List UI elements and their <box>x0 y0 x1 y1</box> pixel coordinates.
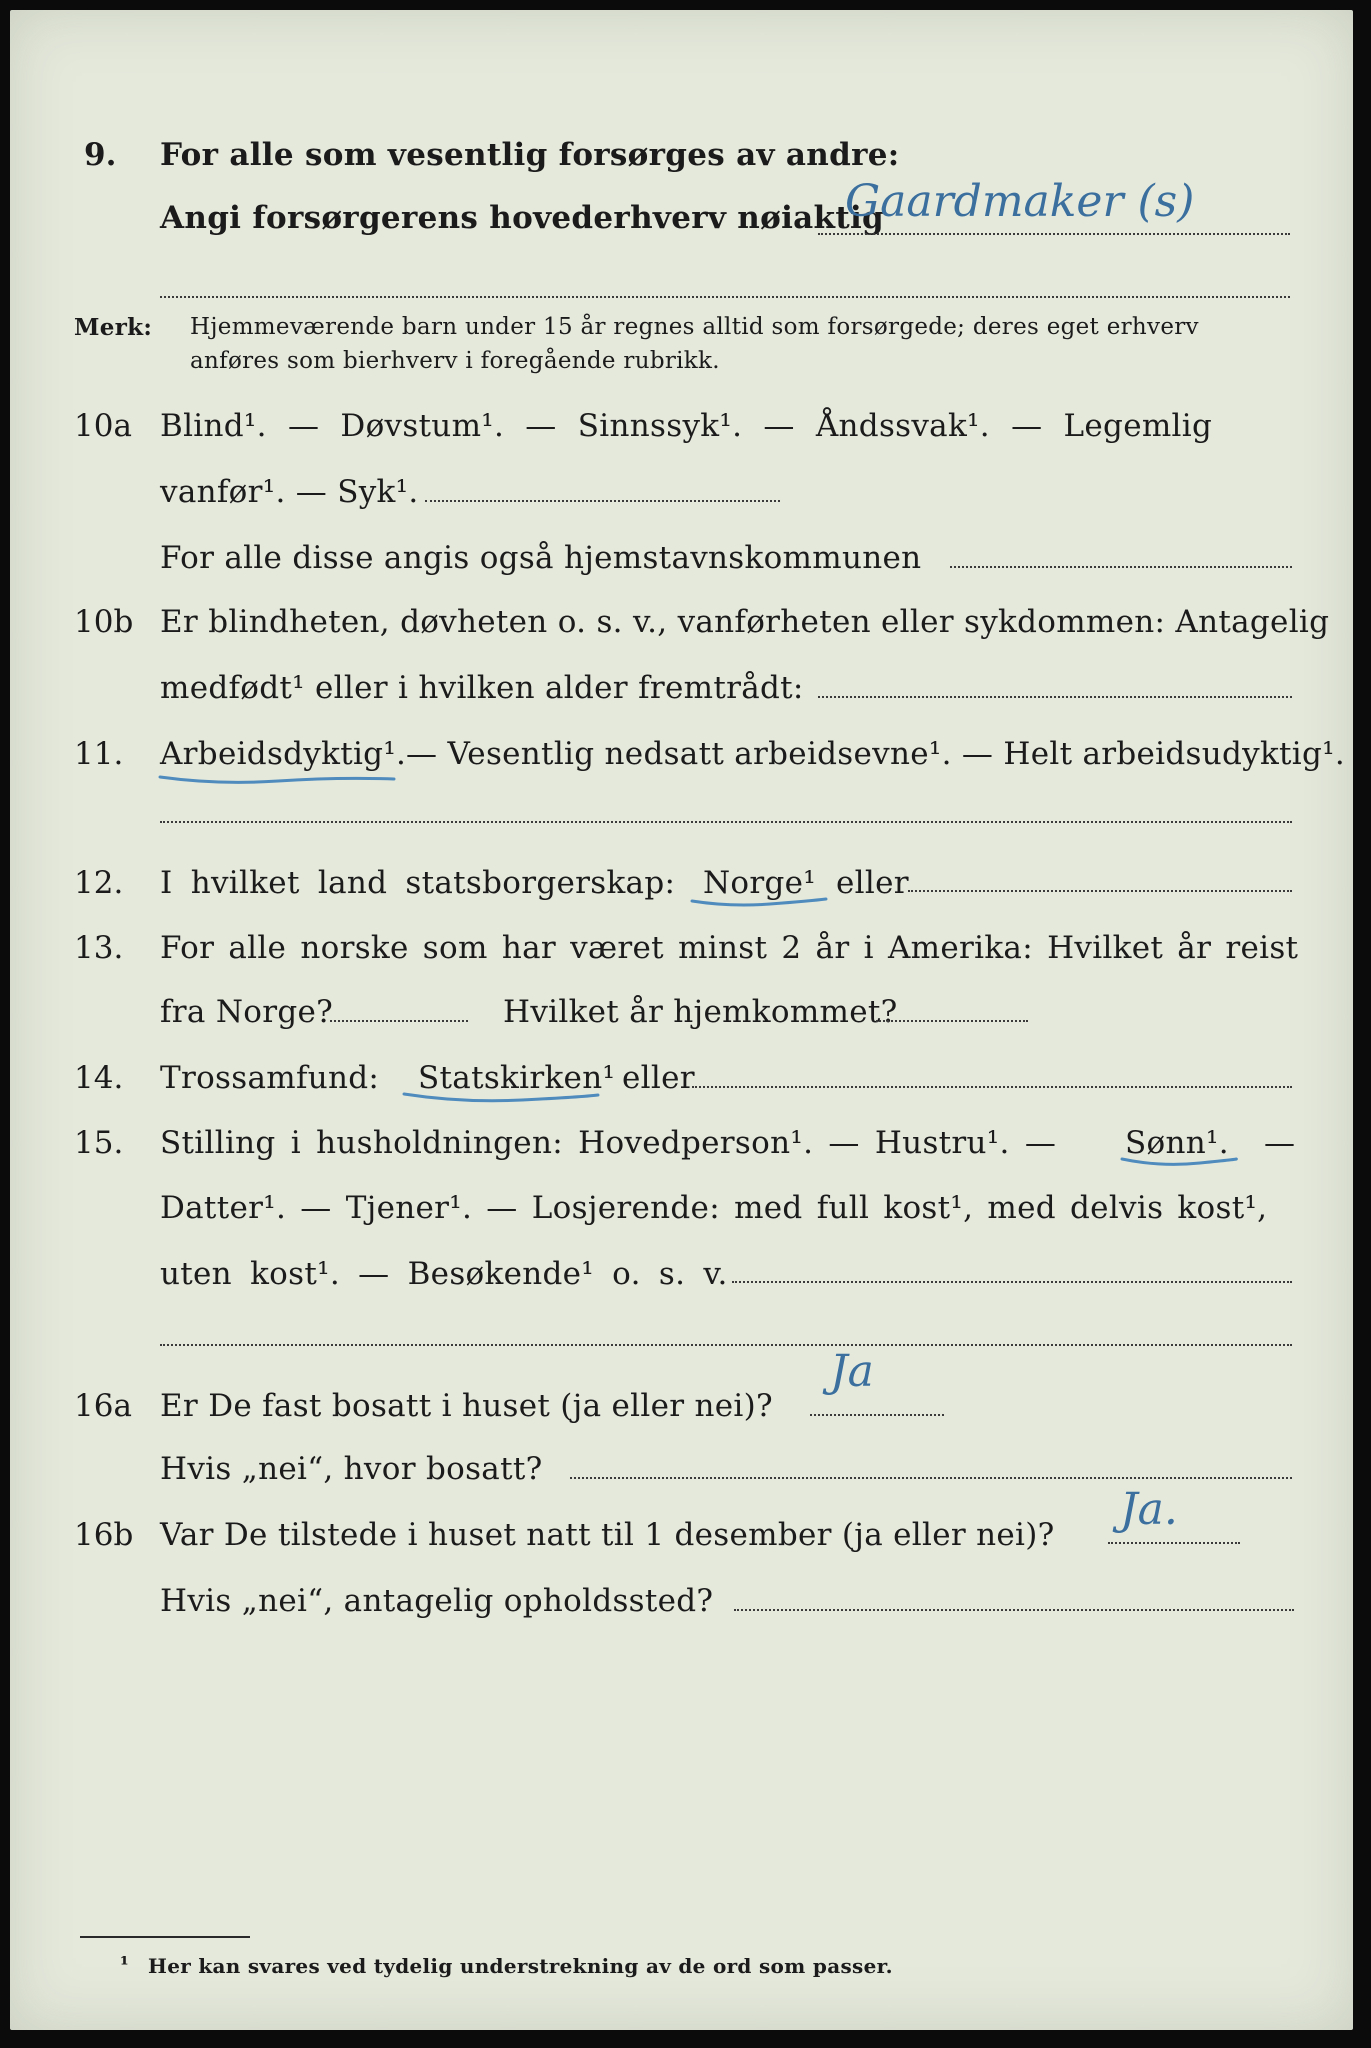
q16a-bosatt-line[interactable] <box>570 1477 1292 1479</box>
q15-line3: uten kost¹. — Besøkende¹ o. s. v. <box>160 1256 728 1292</box>
q10b-answer-line[interactable] <box>818 696 1292 698</box>
merk-label: Merk: <box>74 314 153 341</box>
footnote-mark: ¹ <box>120 1952 130 1976</box>
q10a-number: 10a <box>74 408 132 444</box>
q15-underline-mark <box>1120 1155 1240 1169</box>
footnote-rule <box>80 1936 250 1938</box>
q16b-handwritten-answer: Ja. <box>1120 1484 1178 1535</box>
q10b-number: 10b <box>74 604 134 640</box>
q9-line2: Angi forsørgerens hovederhverv nøiaktig <box>160 200 885 236</box>
q9-answer-line[interactable] <box>818 233 1290 235</box>
q10a-line1: Blind¹. — Døvstum¹. — Sinnssyk¹. — Åndssvak¹. — Legemlig <box>160 408 1213 444</box>
q16b-line1: Var De tilstede i huset natt til 1 desember (ja eller nei)? <box>160 1517 1055 1553</box>
q13-line2b: Hvilket år hjemkommet? <box>503 994 898 1030</box>
q15-extra-line[interactable] <box>160 1344 1292 1346</box>
q14-number: 14. <box>74 1060 124 1096</box>
q16b-opholdssted-line[interactable] <box>734 1609 1294 1611</box>
q15-number: 15. <box>74 1125 124 1161</box>
q14-option-statskirken[interactable]: Statskirken¹ <box>418 1060 616 1096</box>
q12-number: 12. <box>74 865 124 901</box>
q13-number: 13. <box>74 930 124 966</box>
q16a-answer-line[interactable] <box>810 1414 944 1416</box>
q10a-hjemstavn-line[interactable] <box>950 566 1292 568</box>
census-form-page <box>10 10 1353 2030</box>
q15-line2: Datter¹. — Tjener¹. — Losjerende: med full kost¹, med delvis kost¹, <box>160 1190 1268 1226</box>
q9-number: 9. <box>84 137 117 173</box>
q11-number: 11. <box>74 736 124 772</box>
q16a-number: 16a <box>74 1388 132 1424</box>
q9-line1: For alle som vesentlig forsørges av andre: <box>160 137 900 173</box>
q16a-handwritten-answer: Ja <box>830 1346 874 1397</box>
q16b-line2: Hvis „nei“, antagelig opholdssted? <box>160 1583 714 1619</box>
q12-answer-line[interactable] <box>908 890 1292 892</box>
q10b-line1: Er blindheten, døvheten o. s. v., vanførheten eller sykdommen: Antagelig <box>160 604 1330 640</box>
footnote-text: Her kan svares ved tydelig understrekning av de ord som passer. <box>148 1954 893 1978</box>
q14-pre: Trossamfund: <box>160 1060 380 1096</box>
q16b-number: 16b <box>74 1517 134 1553</box>
q15-line1a: Stilling i husholdningen: Hovedperson¹. — Hustru¹. — <box>160 1125 1057 1161</box>
q12-option-norge[interactable]: Norge¹ <box>703 865 817 901</box>
q10a-syk-line[interactable] <box>425 500 780 502</box>
q13-line2a: fra Norge? <box>160 994 334 1030</box>
q13-reist-line[interactable] <box>330 1020 468 1022</box>
q14-answer-line[interactable] <box>692 1086 1292 1088</box>
q11-extra-line[interactable] <box>160 821 1292 823</box>
q9-handwritten-answer: Gaardmaker (s) <box>845 176 1195 227</box>
q13-line1: For alle norske som har været minst 2 år i Amerika: Hvilket år reist <box>160 930 1299 966</box>
q11-underline-mark <box>158 773 398 787</box>
q14-underline-mark <box>402 1091 602 1105</box>
q13-hjemkommet-line[interactable] <box>876 1020 1028 1022</box>
q16a-line1: Er De fast bosatt i huset (ja eller nei)? <box>160 1388 773 1424</box>
q15-answer-line[interactable] <box>732 1281 1292 1283</box>
q11-rest: — Vesentlig nedsatt arbeidsevne¹. — Helt arbeidsudyktig¹. <box>406 736 1346 772</box>
q11-option-arbeidsdyktig[interactable]: Arbeidsdyktig¹. <box>160 736 407 772</box>
merk-line2: anføres som bierhverv i foregående rubrikk. <box>190 348 720 374</box>
q16b-answer-line[interactable] <box>1108 1542 1240 1544</box>
q10a-line3: For alle disse angis også hjemstavnskommunen <box>160 540 922 576</box>
q12-pre: I hvilket land statsborgerskap: <box>160 865 676 901</box>
q15-option-sonn[interactable]: Sønn¹. <box>1125 1125 1229 1161</box>
merk-line1: Hjemmeværende barn under 15 år regnes alltid som forsørgede; deres eget erhverv <box>190 314 1199 340</box>
q15-line1b: — <box>1264 1125 1296 1161</box>
q9-extra-line[interactable] <box>160 296 1290 298</box>
q14-post: eller <box>622 1060 695 1096</box>
q16a-line2: Hvis „nei“, hvor bosatt? <box>160 1451 543 1487</box>
q12-post: eller <box>836 865 909 901</box>
q10b-line2: medfødt¹ eller i hvilken alder fremtrådt: <box>160 670 804 706</box>
q10a-line2: vanfør¹. — Syk¹. <box>160 474 419 510</box>
q12-underline-mark <box>690 896 830 910</box>
